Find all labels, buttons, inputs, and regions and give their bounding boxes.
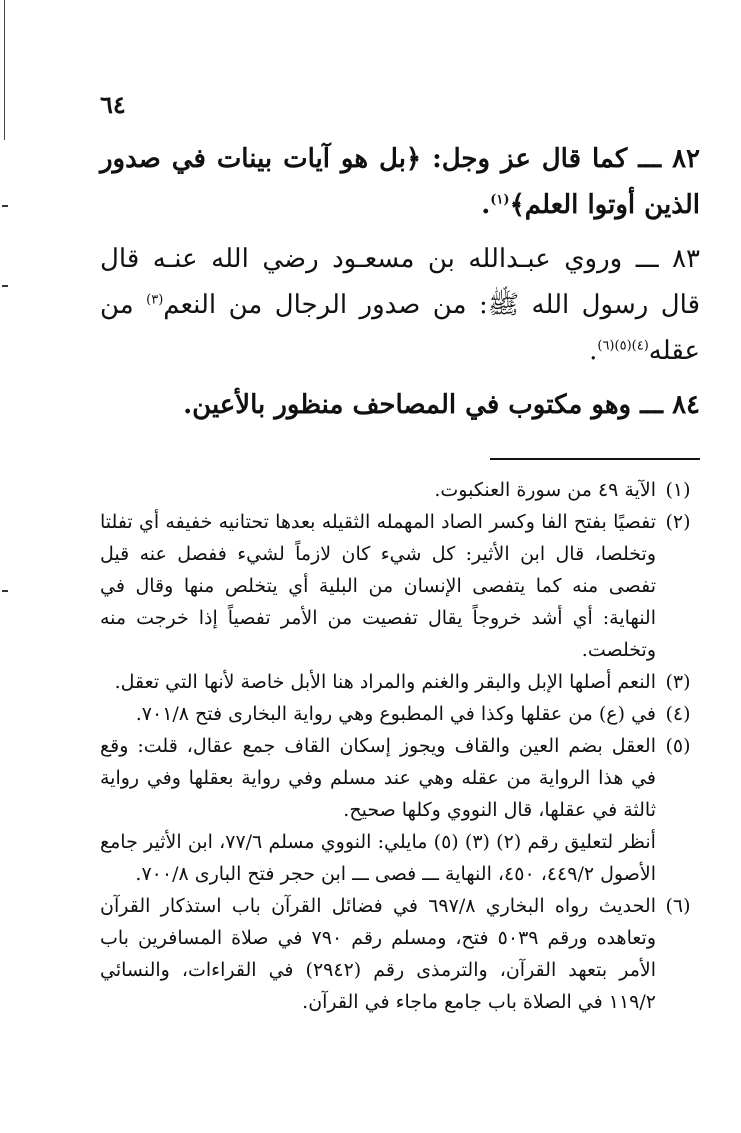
footnote-number: (٤) — [665, 703, 691, 725]
footnote-4 — [100, 698, 700, 730]
footnote-number: (١) — [665, 479, 691, 501]
page-edge-mark — [2, 205, 8, 207]
footnote-ref: (١) — [490, 192, 510, 208]
footnote-separator-wrap — [100, 436, 700, 474]
footnote-text: تفصيًا بفتح الفا وكسر الصاد المهمله الثقيله بعدها تحتانيه خفيفه أي تفلتا وتخلصا، قال ابن الأثير: كل شيء كان لازماً لشيء ففصل عنه قيل تفصى منه كما يتفصى الإنسان من البلية أي يتخلص منها وقال في النهاية: أي أشد خروجاً يقال تفصيت من الأمر تفصياً إذا خرجت منه وتخلصت. — [100, 511, 656, 661]
footnote-number: (٥) — [665, 735, 691, 757]
footnotes — [100, 474, 700, 1018]
paragraph-end: . — [481, 190, 491, 220]
footnote-number: (٦) — [665, 895, 691, 917]
paragraph-82 — [100, 136, 700, 228]
page-edge-line — [4, 0, 5, 140]
footnote-text: الحديث رواه البخاري ٦٩٧/٨ في فضائل القرآن باب استذكار القرآن وتعاهده ورقم ٥٠٣٩ فتح، ومسلم رقم ٧٩٠ في صلاة المسافرين باب الأمر بتعهد القرآن، والترمذى رقم (٢٩٤٢) في القراءات، والنسائي ١١٩/٢ في الصلاة باب جامع ماجاء في القرآن. — [100, 895, 657, 1013]
paragraph-83 — [100, 236, 700, 374]
footnote-number: (٢) — [665, 511, 691, 533]
footnote-3 — [100, 666, 700, 698]
footnote-ref: (٤)(٥)(٦) — [597, 338, 649, 354]
footnote-5-continuation — [100, 826, 700, 890]
footnote-6 — [100, 890, 700, 1018]
footnote-text: أنظر لتعليق رقم (٢) (٣) (٥) مايلي: النووي مسلم ٧٧/٦، ابن الأثير جامع الأصول ٤٤٩/٢، ٤٥٠، النهاية ـــ فصى ـــ ابن حجر فتح البارى ٧٠٠/٨. — [100, 831, 656, 885]
book-page — [100, 88, 700, 1018]
paragraph-text-middle: من عقله — [100, 290, 700, 366]
page-number: ٦٤ — [100, 90, 126, 119]
footnote-text: الآية ٤٩ من سورة العنكبوت. — [434, 479, 656, 501]
paragraph-end: . — [589, 336, 598, 366]
footnote-number: (٣) — [665, 671, 691, 693]
footnote-2 — [100, 506, 700, 666]
footnote-number — [656, 826, 700, 890]
footnote-ref: (٣) — [146, 292, 164, 308]
main-text — [100, 136, 700, 428]
footnote-5 — [100, 730, 700, 826]
footnote-separator — [490, 458, 700, 460]
paragraph-text: ٨٣ ـــ وروي عبـدالله بن مسعـود رضي الله عنـه قال قال رسول الله ﷺ: من صدور الرجال من النعم — [100, 244, 700, 320]
footnote-1 — [100, 474, 700, 506]
paragraph-84 — [100, 382, 700, 428]
footnote-text: النعم أصلها الإبل والبقر والغنم والمراد هنا الأبل خاصة لأنها التي تعقل. — [114, 671, 656, 693]
page-edge-mark — [2, 285, 8, 287]
page-edge-mark — [2, 590, 8, 592]
paragraph-text: ٨٢ ـــ كما قال عز وجل: ﴿بل هو آيات بينات في صدور الذين أوتوا العلم﴾ — [100, 144, 700, 220]
paragraph-text: ٨٤ ـــ وهو مكتوب في المصاحف منظور بالأعين. — [183, 390, 700, 420]
footnote-text: في (ع) من عقلها وكذا في المطبوع وهي رواية البخارى فتح ٧٠١/٨. — [135, 703, 656, 725]
footnote-text: العقل بضم العين والقاف ويجوز إسكان القاف جمع عقال، قلت: وقع في هذا الرواية من عقله وهي عند مسلم وفي رواية بعقلها وفي رواية ثالثة في عقلها، قال النووي وكلها صحيح. — [100, 735, 656, 821]
